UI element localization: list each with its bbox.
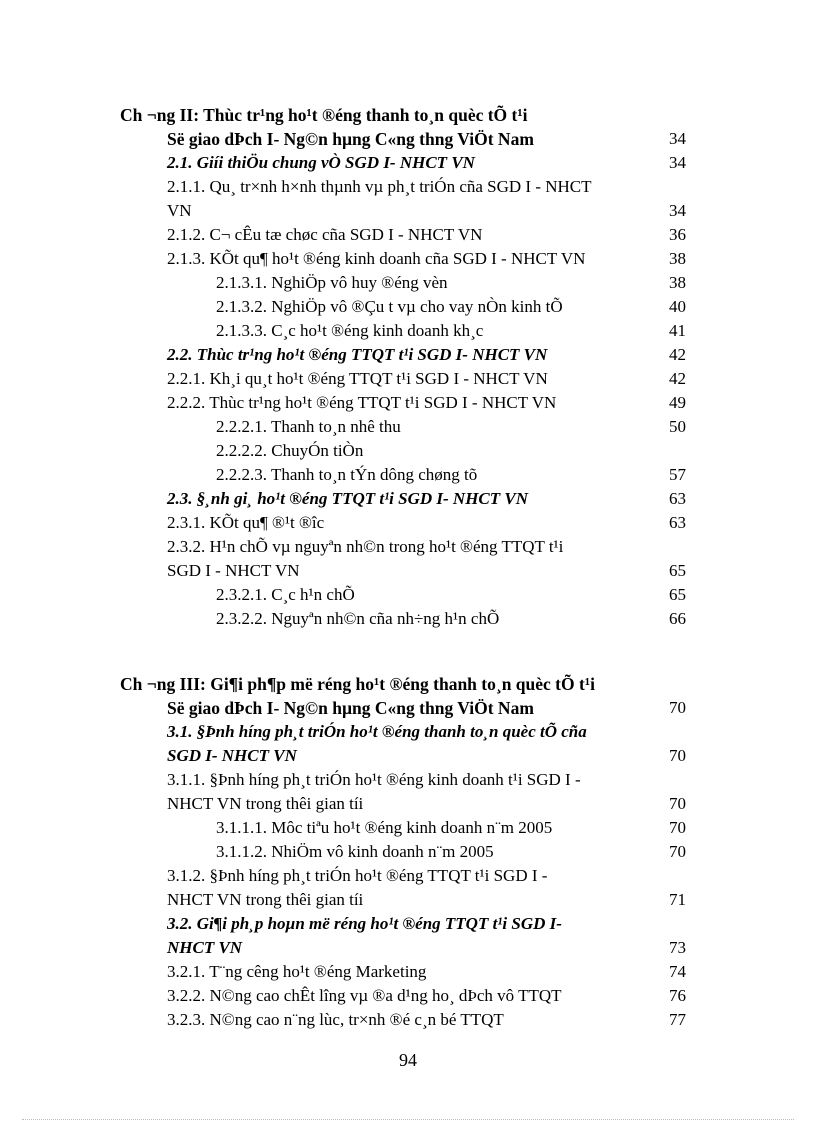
toc-entry-title: 2.1.2. C¬ cÊu tæ chøc cña SGD I - NHCT VN (167, 225, 483, 244)
toc-entry-page: 38 (669, 273, 686, 292)
toc-entry-title: NHCT VN trong thêi gian tíi (167, 794, 364, 813)
toc-entry (120, 696, 686, 720)
toc-entry-title: 3.2.3. N©ng cao n¨ng lùc, tr×nh ®é c¸n bé TTQT (167, 1010, 504, 1029)
toc-entry-page: 73 (669, 938, 686, 957)
toc-entry-page: 42 (669, 345, 686, 364)
toc-entry (120, 720, 686, 744)
toc-entry-title: 2.1.3. KÕt qu¶ ho¹t ®éng kinh doanh cña SGD I - NHCT VN (167, 249, 586, 268)
toc-entry-title: 2.2. Thùc tr¹ng ho¹t ®éng TTQT t¹i SGD I- NHCT VN (167, 345, 548, 364)
toc-entry-page: 38 (669, 249, 686, 268)
toc-entry-title: 2.1. Giíi thiÖu chung vÒ SGD I- NHCT VN (167, 153, 475, 172)
toc-entry-page: 42 (669, 369, 686, 388)
toc-entry (120, 936, 686, 960)
toc-entry-page: 71 (669, 890, 686, 909)
toc-entry-title: 2.2.2.2. ChuyÓn tiÒn (216, 441, 364, 460)
toc-entry-title: NHCT VN (167, 938, 243, 957)
toc-entry (120, 984, 686, 1008)
toc-entry-page: 76 (669, 986, 686, 1005)
toc-entry (120, 247, 686, 271)
toc-entry-page: 63 (669, 489, 686, 508)
toc-entry (120, 127, 686, 151)
toc-entry-title: 2.2.2. Thùc tr¹ng ho¹t ®éng TTQT t¹i SGD I - NHCT VN (167, 393, 557, 412)
table-of-contents (120, 103, 686, 1032)
toc-entry-title: Së giao dÞch I- Ng©n hµng C«ng thng ViÖt Nam (167, 129, 534, 149)
toc-entry-title: 3.1.2. §Þnh híng ph¸t triÓn ho¹t ®éng TTQT t¹i SGD I - (167, 866, 548, 885)
toc-entry (120, 391, 686, 415)
toc-entry-page: 70 (669, 794, 686, 813)
toc-entry-page: 49 (669, 393, 686, 412)
toc-entry-page: 74 (669, 962, 686, 981)
toc-entry-title: 2.1.3.2. NghiÖp vô ®Çu t vµ cho vay nÒn kinh tÕ (216, 297, 563, 316)
toc-entry-title: 2.3.2.1. C¸c h¹n chÕ (216, 585, 355, 604)
toc-entry-title: 2.3.1. KÕt qu¶ ®¹t ®îc (167, 513, 325, 532)
toc-entry-page: 34 (669, 201, 686, 220)
toc-entry (120, 415, 686, 439)
toc-entry (120, 768, 686, 792)
footer-divider (22, 1119, 794, 1120)
toc-entry-title: VN (167, 201, 192, 220)
toc-entry (120, 439, 686, 463)
toc-entry-title: 3.1.1.2. NhiÖm vô kinh doanh n¨m 2005 (216, 842, 494, 861)
toc-entry (120, 535, 686, 559)
toc-entry (120, 199, 686, 223)
toc-entry-title: 3.2. Gi¶i ph¸p hoµn më réng ho¹t ®éng TTQT t¹i SGD I- (167, 914, 562, 933)
toc-entry (120, 271, 686, 295)
toc-entry-title: NHCT VN trong thêi gian tíi (167, 890, 364, 909)
toc-entry-page: 34 (669, 153, 686, 172)
toc-entry-page: 65 (669, 561, 686, 580)
toc-entry (120, 792, 686, 816)
toc-entry-title: 3.1.1.1. Môc tiªu ho¹t ®éng kinh doanh n¨m 2005 (216, 818, 553, 837)
toc-entry (120, 559, 686, 583)
toc-entry (120, 367, 686, 391)
toc-entry (120, 463, 686, 487)
toc-entry-title: 2.3.2.2. Nguyªn nh©n cña nh÷ng h¹n chÕ (216, 609, 500, 628)
toc-entry-page: 41 (669, 321, 686, 340)
toc-entry-title: 2.1.1. Qu¸ tr×nh h×nh thµnh vµ ph¸t triÓn cña SGD I - NHCT (167, 177, 592, 196)
toc-entry (120, 1008, 686, 1032)
toc-entry-title: Ch ¬ng II: Thùc tr¹ng ho¹t ®éng thanh to¸n quèc tÕ t¹i (120, 105, 528, 125)
toc-entry-title: Ch ¬ng III: Gi¶i ph¶p më réng ho¹t ®éng thanh to¸n quèc tÕ t¹i (120, 674, 595, 694)
toc-entry-title: 2.3. §¸nh gi¸ ho¹t ®éng TTQT t¹i SGD I- NHCT VN (167, 489, 529, 508)
toc-entry (120, 840, 686, 864)
toc-entry-title: Së giao dÞch I- Ng©n hµng C«ng thng ViÖt Nam (167, 698, 534, 718)
toc-entry-title: 2.2.2.1. Thanh to¸n nhê thu (216, 417, 401, 436)
toc-entry-page: 40 (669, 297, 686, 316)
toc-entry-page: 70 (669, 746, 686, 765)
chapter-3 (120, 672, 686, 1032)
toc-entry (120, 960, 686, 984)
chapter-2 (120, 103, 686, 631)
toc-entry-page: 50 (669, 417, 686, 436)
toc-entry-title: SGD I - NHCT VN (167, 561, 300, 580)
toc-entry (120, 912, 686, 936)
toc-entry (120, 319, 686, 343)
toc-entry (120, 511, 686, 535)
toc-entry-page: 65 (669, 585, 686, 604)
toc-entry (120, 672, 686, 696)
toc-entry-title: SGD I- NHCT VN (167, 746, 297, 765)
toc-entry-page: 70 (669, 842, 686, 861)
toc-entry-title: 3.2.2. N©ng cao chÊt lîng vµ ®a d¹ng ho¸ dÞch vô TTQT (167, 986, 562, 1005)
toc-entry-title: 2.2.2.3. Thanh to¸n tÝn dông chøng tõ (216, 465, 478, 484)
toc-entry-title: 3.1. §Þnh híng ph¸t triÓn ho¹t ®éng thanh to¸n quèc tÕ cña (167, 722, 587, 741)
page-number: 94 (399, 1050, 417, 1070)
toc-entry-title: 2.1.3.3. C¸c ho¹t ®éng kinh doanh kh¸c (216, 321, 484, 340)
toc-entry-title: 2.3.2. H¹n chÕ vµ nguyªn nh©n trong ho¹t ®éng TTQT t¹i (167, 537, 564, 556)
toc-entry (120, 223, 686, 247)
toc-entry-page: 34 (669, 129, 686, 148)
toc-entry-title: 2.1.3.1. NghiÖp vô huy ®éng vèn (216, 273, 448, 292)
toc-entry (120, 343, 686, 367)
toc-entry (120, 744, 686, 768)
toc-entry-page: 70 (669, 698, 686, 717)
toc-entry (120, 816, 686, 840)
toc-entry-page: 70 (669, 818, 686, 837)
toc-entry (120, 295, 686, 319)
toc-entry-title: 3.2.1. T¨ng cêng ho¹t ®éng Marketing (167, 962, 427, 981)
toc-entry (120, 103, 686, 127)
toc-entry (120, 583, 686, 607)
toc-entry (120, 151, 686, 175)
toc-entry-page: 36 (669, 225, 686, 244)
toc-entry-title: 3.1.1. §Þnh híng ph¸t triÓn ho¹t ®éng kinh doanh t¹i SGD I - (167, 770, 581, 789)
toc-entry (120, 864, 686, 888)
toc-entry-page: 66 (669, 609, 686, 628)
toc-entry-title: 2.2.1. Kh¸i qu¸t ho¹t ®éng TTQT t¹i SGD I - NHCT VN (167, 369, 548, 388)
toc-entry (120, 888, 686, 912)
toc-entry (120, 175, 686, 199)
toc-entry-page: 63 (669, 513, 686, 532)
toc-entry (120, 607, 686, 631)
toc-entry-page: 77 (669, 1010, 686, 1029)
toc-entry-page: 57 (669, 465, 686, 484)
toc-entry (120, 487, 686, 511)
